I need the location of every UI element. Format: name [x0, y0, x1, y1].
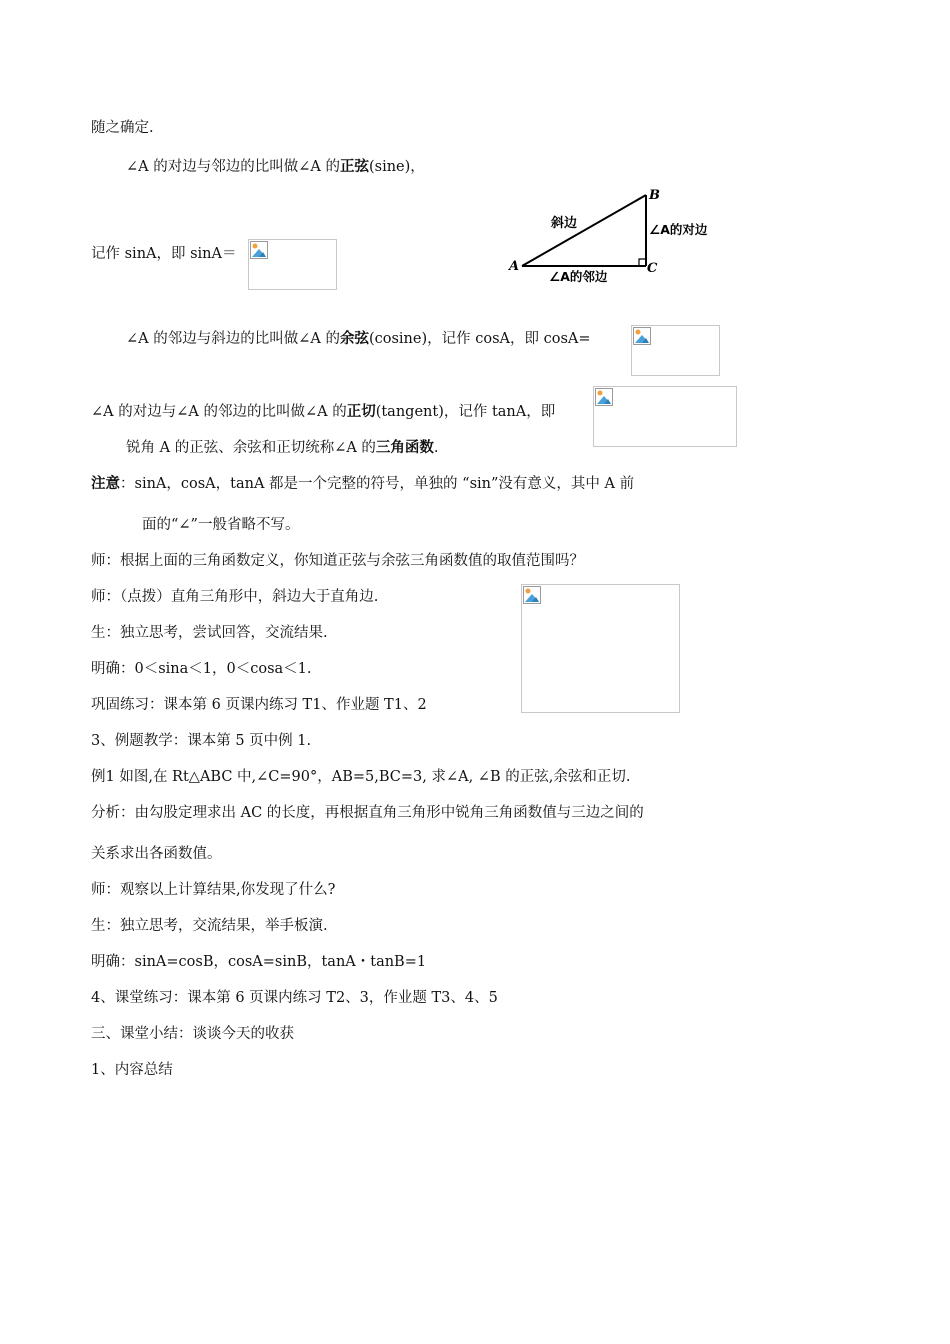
example-line: 例1 如图,在 Rt△ABC 中,∠C=90°，AB=5,BC=3, 求∠A, ∠B 的正弦,余弦和正切. — [91, 769, 631, 785]
text-span: (sine)， — [368, 159, 425, 175]
range-diagram-image — [521, 584, 680, 713]
text-line: 生：独立思考，交流结果，举手板演. — [91, 918, 328, 934]
text-line: 1、内容总结 — [91, 1062, 173, 1078]
tangent-definition — [91, 402, 555, 422]
text-span: (tangent)，记作 tanA，即 — [375, 404, 556, 420]
text-span: ∠A 的邻边与斜边的比叫做∠A 的 — [126, 331, 340, 347]
section-heading: 三、课堂小结：谈谈今天的收获 — [91, 1026, 294, 1042]
broken-image-icon — [523, 586, 541, 604]
opposite-label: ∠A的对边 — [649, 222, 708, 237]
cosine-formula-image — [631, 325, 720, 376]
broken-image-icon — [595, 388, 613, 406]
text-line: 生：独立思考，尝试回答，交流结果. — [91, 625, 328, 641]
text-line: 随之确定. — [91, 120, 154, 136]
text-line: 关系求出各函数值。 — [91, 846, 222, 862]
term-trig-functions: 三角函数 — [375, 440, 434, 456]
vertex-C-label: C — [647, 261, 658, 276]
adjacent-label: ∠A的邻边 — [549, 269, 608, 283]
cosine-definition — [126, 329, 591, 349]
text-span: . — [433, 440, 439, 456]
note-label: 注意 — [91, 476, 120, 492]
sine-notation: 记作 sinA，即 sinA＝ — [91, 246, 237, 262]
term-sine: 正弦 — [339, 159, 369, 175]
text-span: ∠A 的对边与∠A 的邻边的比叫做∠A 的 — [91, 404, 347, 420]
side-hypotenuse — [522, 195, 646, 266]
text-span: ：sinA，cosA，tanA 都是一个完整的符号，单独的 “sin”没有意义，其中 A 前 — [120, 476, 635, 492]
text-span: (cosine)，记作 cosA，即 cosA= — [368, 331, 591, 347]
text-line: 师：（点拨）直角三角形中，斜边大于直角边. — [91, 589, 379, 605]
broken-image-icon — [250, 241, 268, 259]
text-span: ∠A 的对边与邻边的比叫做∠A 的 — [126, 159, 340, 175]
tangent-formula-image — [593, 386, 737, 447]
text-line: 3、例题教学：课本第 5 页中例 1. — [91, 733, 312, 749]
text-line: 巩固练习：课本第 6 页课内练习 T1、作业题 T1、2 — [91, 697, 427, 713]
vertex-B-label: B — [649, 188, 660, 203]
term-tangent: 正切 — [346, 404, 376, 420]
text-span: 锐角 A 的正弦、余弦和正切统称∠A 的 — [126, 440, 376, 456]
vertex-A-label: A — [509, 259, 520, 274]
hypotenuse-label: 斜边 — [551, 216, 578, 231]
text-line: 明确：0＜sina＜1，0＜cosa＜1. — [91, 661, 312, 677]
trig-functions-summary — [126, 438, 439, 458]
right-triangle-figure — [505, 183, 725, 283]
right-angle-mark — [639, 259, 646, 266]
sine-formula-image — [248, 239, 337, 290]
text-line: 师：观察以上计算结果,你发现了什么? — [91, 882, 336, 898]
broken-image-icon — [633, 327, 651, 345]
text-line: 明确：sinA=cosB，cosA=sinB，tanA・tanB=1 — [91, 954, 427, 970]
text-line: 4、课堂练习：课本第 6 页课内练习 T2、3，作业题 T3、4、5 — [91, 990, 498, 1006]
term-cosine: 余弦 — [339, 331, 369, 347]
sine-definition — [126, 157, 425, 177]
text-line: 面的“∠”一般省略不写。 — [142, 517, 300, 533]
note-line — [91, 474, 634, 494]
text-line: 分析：由勾股定理求出 AC 的长度，再根据直角三角形中锐角三角函数值与三边之间的 — [91, 805, 644, 821]
text-line: 师：根据上面的三角函数定义，你知道正弦与余弦三角函数值的取值范围吗？ — [91, 553, 584, 569]
